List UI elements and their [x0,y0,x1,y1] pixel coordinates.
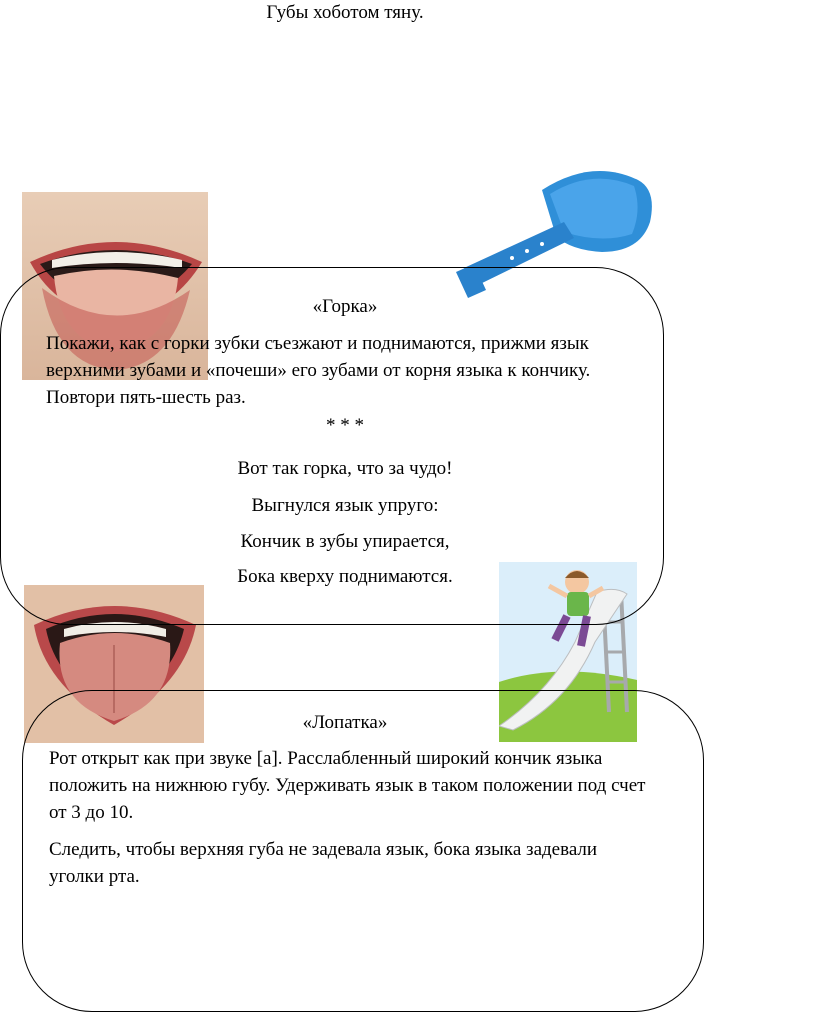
exercise-lopatka-title: «Лопатка» [302,712,388,733]
exercise-lopatka-paragraph-1: Рот открыт как при звуке [а]. Расслабленный широкий кончик языка положить на нижнюю губу. Удерживать язык в таком положении под счет от 3 до 10. [49,748,646,823]
poem-line: Кончик в зубы упирается, [240,531,450,552]
poem-line: Бока кверху поднимаются. [237,566,453,587]
exercise-lopatka-paragraph-2: Следить, чтобы верхняя губа не задевала язык, бока языка задевали уголки рта. [49,839,598,887]
poem-line: Выгнулся язык упруго: [251,495,439,516]
poem-separator: * * * [326,415,364,436]
top-line: Губы хоботом тяну. [266,2,424,23]
exercise-gorka-instruction: Покажи, как с горки зубки съезжают и поднимаются, прижми язык верхними зубами и «почеши» его зубами от корня языка к кончику. Повтори пять-шесть раз. [46,333,591,408]
exercise-gorka-title: «Горка» [312,296,378,317]
poem-line: Вот так горка, что за чудо! [237,458,453,479]
